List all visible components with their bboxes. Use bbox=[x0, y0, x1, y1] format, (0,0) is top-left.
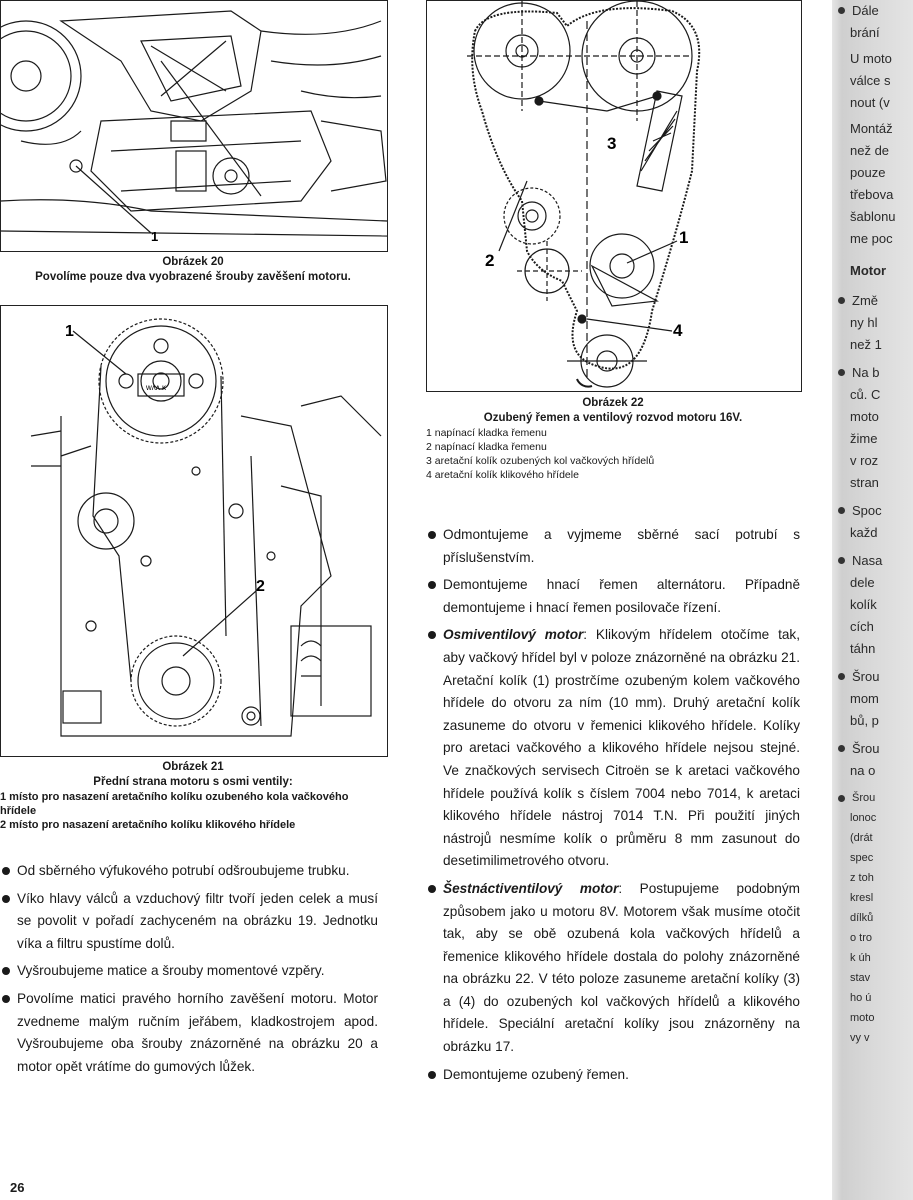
sixteen-valve-lead: Šestnáctiventilový motor bbox=[443, 880, 619, 896]
bullet-dot-icon bbox=[838, 795, 845, 802]
figure-21-drawing bbox=[0, 305, 388, 757]
figure-20-text: Povolíme pouze dva vyobrazené šrouby zavěšení motoru. bbox=[35, 271, 351, 283]
strip-b-line: spec bbox=[850, 852, 874, 864]
strip-b-line: na o bbox=[850, 763, 876, 778]
mid-bullet-4: Šestnáctiventilový motor: Postupujeme podobným způsobem jako u motoru 8V. Motorem však musíme otočit tak, aby se obě ozubená kola vačkových hřídelů a řemenice klikového hřídele dostala do polohy znázorněné na obrázku 22. V této poloze zasuneme aretační kolíky (3) a (4) do ozubených kol vačkových hřídelů a klikového hřídele. Speciální aretační kolíky jsou znázorněny na obrázku 17. bbox=[426, 878, 800, 1059]
fig22-callout-4: 4 bbox=[673, 321, 683, 340]
figure-22-legend-1: 1 napínací kladka řemenu bbox=[426, 427, 547, 439]
figure-22-caption bbox=[426, 396, 800, 482]
strip-b-line: (drát bbox=[850, 832, 873, 844]
strip-b-line: mom bbox=[850, 691, 879, 706]
strip-b-line: Nasa bbox=[852, 553, 883, 568]
strip-b-line: žime bbox=[850, 431, 878, 446]
strip-b-line: Změ bbox=[852, 293, 878, 308]
figure-21-subtitle: Přední strana motoru s osmi ventily: bbox=[93, 776, 293, 788]
adjacent-page-strip bbox=[832, 0, 913, 1200]
strip-b-line: Šrou bbox=[852, 792, 876, 804]
left-column-text bbox=[0, 860, 378, 1083]
fig22-callout-2: 2 bbox=[485, 251, 495, 270]
bullet-dot-icon bbox=[838, 7, 845, 14]
figure-21-legend-1: 1 místo pro nasazení aretačního kolíku ozubeného kola vačkového hřídele bbox=[0, 791, 349, 817]
fig21-plate-label: ᴡᴧᴧ ᴋ bbox=[146, 383, 166, 392]
sixteen-valve-timing-belt-illustration bbox=[427, 1, 801, 391]
mid-bullet-3: Osmiventilový motor: Klikovým hřídelem otočíme tak, aby vačkový hřídel byl v poloze znázorněné na obrázku 21. Aretační kolík (1) prostrčíme ozubeným kolem vačkového hřídele do otvoru za ním (10 mm). Druhý aretační kolík zasuneme do otvoru v řemenici klikového hřídele. Kolíky pro aretaci vačkového a klikového hřídele nejsou stejné. Ve značkových servisech Citroën se k aretaci vačkového hřídele používá kolík s číslem 7004 nebo 7014, k aretaci klikového hřídele nástroj 7014 T.N. Při použití jiných nástrojů nesmíme kolík o průměru 8 mm zasunout do desetimilimetrového otvoru. bbox=[426, 624, 800, 873]
strip-b-line: každ bbox=[850, 525, 878, 540]
strip-b-line: stav bbox=[850, 972, 871, 984]
engine-mount-illustration bbox=[1, 1, 387, 251]
fig22-callout-1: 1 bbox=[679, 228, 689, 247]
figure-21-legend-2: 2 místo pro nasazení aretačního kolíku klikového hřídele bbox=[0, 819, 296, 831]
figure-20-caption bbox=[0, 255, 386, 285]
strip-b-line: z toh bbox=[850, 872, 874, 884]
strip-b-line: táhn bbox=[850, 641, 876, 656]
figure-22-title: Obrázek 22 bbox=[582, 397, 644, 409]
mid-bullet-2: Demontujeme hnací řemen alternátoru. Případně demontujeme i hnací řemen posilovače řízení. bbox=[426, 574, 800, 619]
strip-b-line: k úh bbox=[850, 952, 871, 964]
page-number: 26 bbox=[10, 1180, 25, 1195]
fig21-callout-2: 2 bbox=[256, 578, 265, 595]
strip-b-line: než 1 bbox=[850, 337, 882, 352]
fig22-callout-3: 3 bbox=[607, 134, 617, 153]
strip-b-line: cích bbox=[850, 619, 874, 634]
strip-b-line: lonoc bbox=[850, 812, 877, 824]
fig21-callout-1: 1 bbox=[65, 323, 74, 340]
strip-b-line: dele bbox=[850, 575, 875, 590]
strip-b-line: Spoc bbox=[852, 503, 882, 518]
strip-b-line: dílků bbox=[850, 912, 874, 924]
strip-b-line: kolík bbox=[850, 597, 877, 612]
strip-a-line: nout (v bbox=[850, 95, 890, 110]
strip-b-line: moto bbox=[850, 1012, 875, 1024]
figure-22-legend-3: 3 aretační kolík ozubených kol vačkových hřídelů bbox=[426, 455, 655, 467]
eight-valve-lead: Osmiventilový motor bbox=[443, 627, 584, 643]
bullet-dot-icon bbox=[838, 745, 845, 752]
figure-22-legend-4: 4 aretační kolík klikového hřídele bbox=[426, 469, 579, 481]
strip-b-line: kresl bbox=[850, 892, 874, 904]
left-bullet-2: Víko hlavy válců a vzduchový filtr tvoří jeden celek a musí se povolit v pořadí zachyceném na obrázku 19. Jednotku víka a filtru spustíme dolů. bbox=[0, 888, 378, 956]
strip-b-line: stran bbox=[850, 475, 879, 490]
strip-b-line: moto bbox=[850, 409, 879, 424]
strip-b-line: Šrou bbox=[852, 741, 880, 756]
figure-20-drawing bbox=[0, 0, 388, 252]
strip-b-line: Šrou bbox=[852, 669, 880, 684]
strip-a-line: šablonu bbox=[850, 209, 896, 224]
bullet-dot-icon bbox=[838, 557, 845, 564]
fig20-callout-1: 1 bbox=[151, 229, 159, 244]
middle-column-text bbox=[426, 524, 800, 1091]
figure-20-title: Obrázek 20 bbox=[162, 256, 224, 268]
mid-bullet-1: Odmontujeme a vyjmeme sběrné sací potrubí s příslušenstvím. bbox=[426, 524, 800, 569]
bullet-dot-icon bbox=[838, 673, 845, 680]
bullet-dot-icon bbox=[838, 297, 845, 304]
bullet-dot-icon bbox=[838, 369, 845, 376]
strip-b-line: ců. C bbox=[850, 387, 881, 402]
figure-21-title: Obrázek 21 bbox=[162, 761, 224, 773]
strip-b-line: v roz bbox=[850, 453, 879, 468]
strip-b-line: vy v bbox=[850, 1032, 870, 1044]
strip-b-line: ny hl bbox=[850, 315, 878, 330]
left-bullet-1: Od sběrného výfukového potrubí odšroubujeme trubku. bbox=[0, 860, 378, 883]
figure-22-drawing bbox=[426, 0, 802, 392]
strip-b-line: ho ú bbox=[850, 992, 872, 1004]
strip-a-line: třebova bbox=[850, 187, 894, 202]
strip-a-line: pouze bbox=[850, 165, 886, 180]
left-bullet-4: Povolíme matici pravého horního zavěšení motoru. Motor zvedneme malým ručním jeřábem, kladkostrojem apod. Vyšroubujeme oba šrouby znázorněné na obrázku 20 a motor opět vrátíme do gumových lůžek. bbox=[0, 988, 378, 1078]
eight-valve-engine-front-illustration bbox=[1, 306, 387, 756]
strip-a-line: me poc bbox=[850, 231, 893, 246]
left-bullet-3: Vyšroubujeme matice a šrouby momentové vzpěry. bbox=[0, 960, 378, 983]
mid-bullet-5: Demontujeme ozubený řemen. bbox=[426, 1064, 800, 1087]
adjacent-section-heading: Motor bbox=[850, 263, 887, 278]
strip-b-line: bů, p bbox=[850, 713, 879, 728]
strip-a-line: Montáž bbox=[850, 121, 893, 136]
figure-22-legend-2: 2 napínací kladka řemenu bbox=[426, 441, 547, 453]
strip-a-line: U moto bbox=[850, 51, 892, 66]
strip-b-line: Na b bbox=[852, 365, 880, 380]
figure-22-subtitle: Ozubený řemen a ventilový rozvod motoru 16V. bbox=[483, 412, 743, 424]
strip-a-line: brání bbox=[850, 25, 880, 40]
strip-a-line: válce s bbox=[850, 73, 891, 88]
strip-b-line: o tro bbox=[850, 932, 873, 944]
figure-21-caption bbox=[0, 760, 386, 832]
strip-a-line: Dále bbox=[852, 3, 879, 18]
strip-a-line: než de bbox=[850, 143, 890, 158]
bullet-dot-icon bbox=[838, 507, 845, 514]
